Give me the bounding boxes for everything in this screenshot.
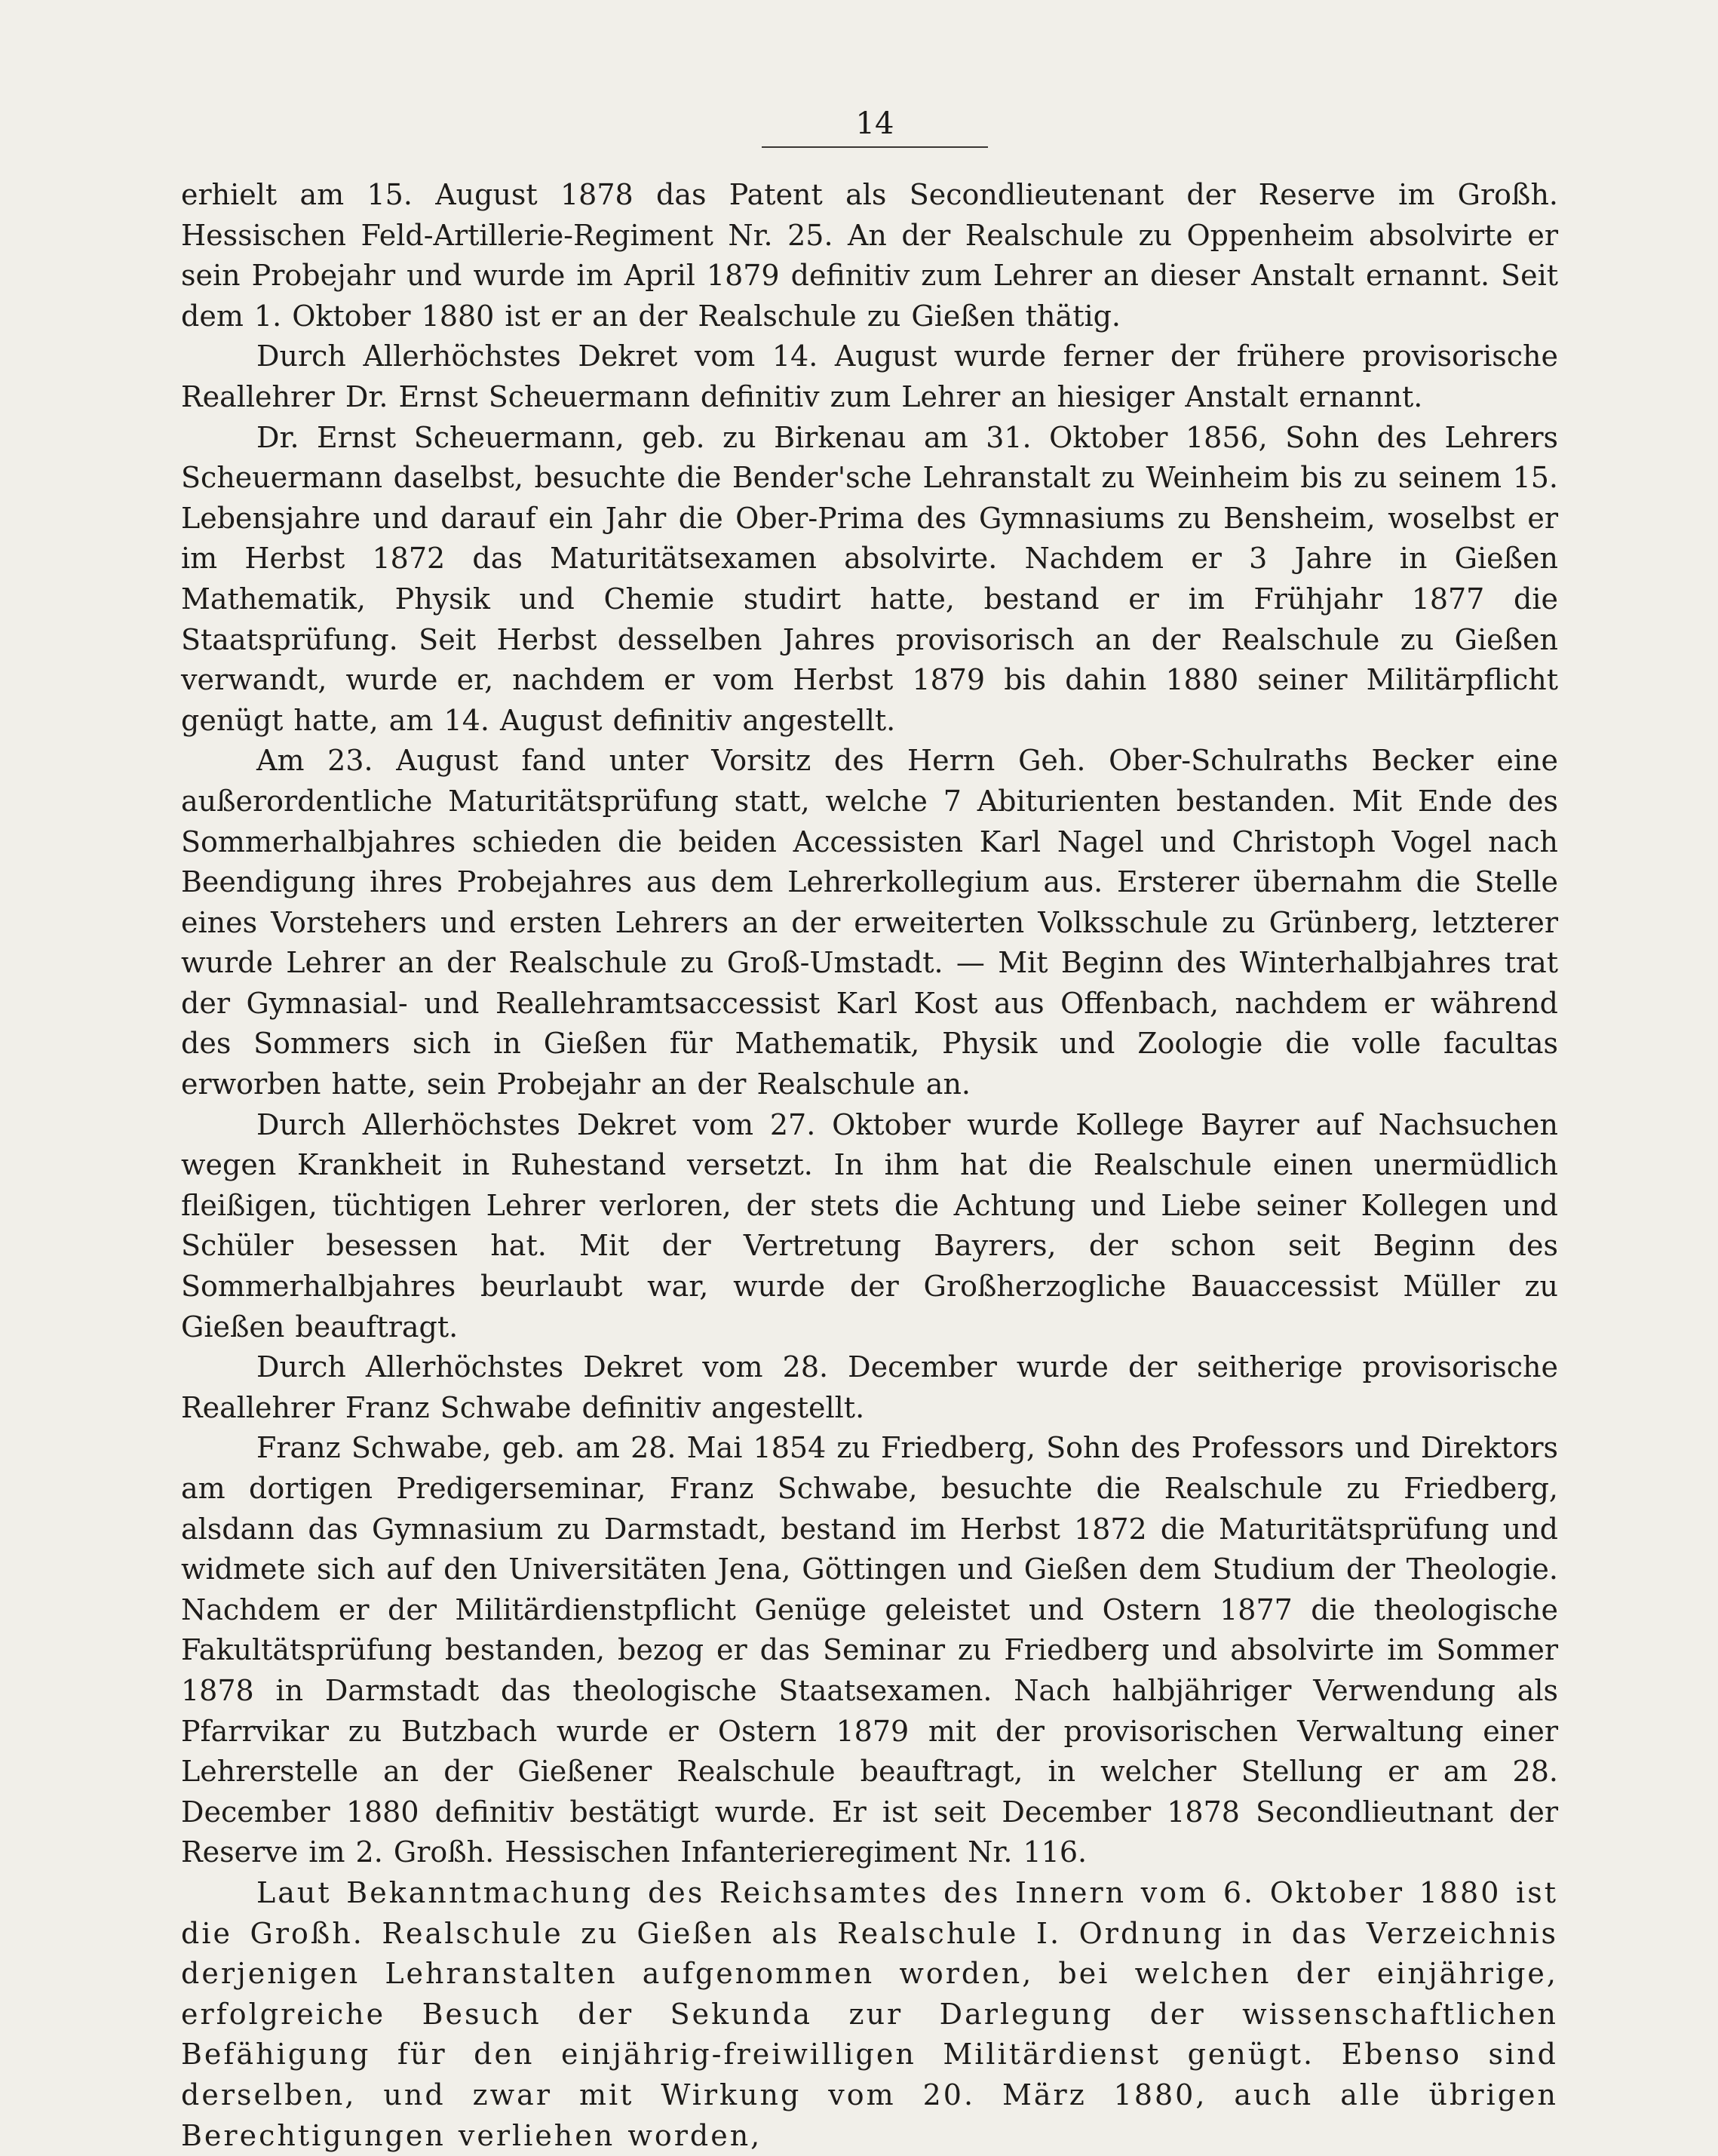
paragraph-reichsamt-announcement: Laut Bekanntmachung des Reichsamtes des Innern vom 6. Oktober 1880 ist die Großh. Realschule zu Gießen als Realschule I. Ordnung in das Verzeichnis derjenigen Lehranstalten aufgenommen worden, bei welchen der einjährige, erfolgreiche Besuch der Sekunda zur Darlegung der wissenschaftlichen Befähigung für den einjährig-freiwilligen Militärdienst genügt. Ebenso sind derselben, und zwar mit Wirkung vom 20. März 1880, auch alle übrigen Berechtigungen verliehen worden, <box>181 1875 1558 2152</box>
paragraph-scheuermann-bio: Dr. Ernst Scheuermann, geb. zu Birkenau am 31. Oktober 1856, Sohn des Lehrers Scheuermann daselbst, besuchte die Bender'sche Lehranstalt zu Weinheim bis zu seinem 15. Lebensjahre und darauf ein Jahr die Ober-Prima des Gymnasiums zu Bensheim, woselbst er im Herbst 1872 das Maturitätsexamen absolvirte. Nachdem er 3 Jahre in Gießen Mathematik, Physik und Chemie studirt hatte, bestand er im Frühjahr 1877 die Staatsprüfung. Seit Herbst desselben Jahres provisorisch an der Realschule zu Gießen verwandt, wurde er, nachdem er vom Herbst 1879 bis dahin 1880 seiner Militärpflicht genügt hatte, am 14. August definitiv angestellt. <box>181 420 1558 737</box>
paragraph-bayrer-retirement: Durch Allerhöchstes Dekret vom 27. Oktober wurde Kollege Bayrer auf Nachsuchen wegen Krankheit in Ruhestand versetzt. In ihm hat die Realschule einen unermüdlich fleißigen, tüchtigen Lehrer verloren, der stets die Achtung und Liebe seiner Kollegen und Schüler besessen hat. Mit der Vertretung Bayrers, der schon seit Beginn des Sommerhalbjahres beurlaubt war, wurde der Großherzogliche Bauaccessist Müller zu Gießen beauftragt. <box>181 1107 1558 1344</box>
header-rule <box>762 146 988 148</box>
paragraph-schwabe-bio: Franz Schwabe, geb. am 28. Mai 1854 zu Friedberg, Sohn des Professors und Direktors am dortigen Predigerseminar, Franz Schwabe, besuchte die Realschule zu Friedberg, alsdann das Gymnasium zu Darmstadt, bestand im Herbst 1872 die Maturitätsprüfung und widmete sich auf den Universitäten Jena, Göttingen und Gießen dem Studium der Theologie. Nachdem er der Militärdienstpflicht Genüge geleistet und Ostern 1877 die theologische Fakultätsprüfung bestanden, bezog er das Seminar zu Friedberg und absolvirte im Sommer 1878 in Darmstadt das theologische Staatsexamen. Nach halbjähriger Verwendung als Pfarrvikar zu Butzbach wurde er Ostern 1879 mit der provisorischen Verwaltung einer Lehrerstelle an der Gießener Realschule beauftragt, in welcher Stellung er am 28. December 1880 definitiv bestätigt wurde. Er ist seit December 1878 Secondlieutnant der Reserve im 2. Großh. Hessischen Infanterieregiment Nr. 116. <box>181 1431 1558 1869</box>
body-text <box>181 175 1558 2156</box>
page-number: 14 <box>855 106 894 141</box>
paragraph-continuation: erhielt am 15. August 1878 das Patent als Secondlieutenant der Reserve im Großh. Hessischen Feld-Artillerie-Regiment Nr. 25. An der Realschule zu Oppenheim absolvirte er sein Probejahr und wurde im April 1879 definitiv zum Lehrer an dieser Anstalt ernannt. Seit dem 1. Oktober 1880 ist er an der Realschule zu Gießen thätig. <box>181 178 1558 333</box>
paragraph-schwabe-decree: Durch Allerhöchstes Dekret vom 28. December wurde der seitherige provisorische Reallehrer Franz Schwabe definitiv angestellt. <box>181 1350 1558 1424</box>
paragraph-scheuermann-decree: Durch Allerhöchstes Dekret vom 14. August wurde ferner der frühere provisorische Reallehrer Dr. Ernst Scheuermann definitiv zum Lehrer an hiesiger Anstalt ernannt. <box>181 339 1558 413</box>
paragraph-maturity-exam: Am 23. August fand unter Vorsitz des Herrn Geh. Ober-Schulraths Becker eine außerordentliche Maturitätsprüfung statt, welche 7 Abiturienten bestanden. Mit Ende des Sommerhalbjahres schieden die beiden Accessisten Karl Nagel und Christoph Vogel nach Beendigung ihres Probejahres aus dem Lehrerkollegium aus. Ersterer übernahm die Stelle eines Vorstehers und ersten Lehrers an der erweiterten Volksschule zu Grünberg, letzterer wurde Lehrer an der Realschule zu Groß-Umstadt. — Mit Beginn des Winterhalbjahres trat der Gymnasial- und Reallehramtsaccessist Karl Kost aus Offenbach, nachdem er während des Sommers sich in Gießen für Mathematik, Physik und Zoologie die volle facultas erworben hatte, sein Probejahr an der Realschule an. <box>181 744 1558 1101</box>
